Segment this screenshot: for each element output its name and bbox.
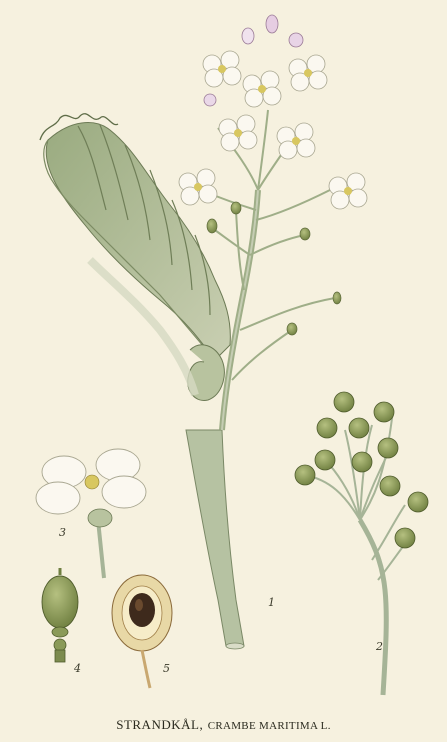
seed-pod: [317, 418, 337, 438]
seed-pod: [295, 465, 315, 485]
flower: [179, 169, 217, 205]
seed-pod: [395, 528, 415, 548]
caption-common-name: STRANDKÅL,: [116, 717, 204, 732]
figure-number-3: 3: [59, 526, 66, 539]
flower-cluster: [179, 15, 367, 209]
caption-latin-name: CRAMBE MARITIMA L.: [207, 720, 331, 732]
figure-number-5: 5: [163, 662, 170, 675]
figure-number-1: 1: [268, 596, 275, 609]
flower: [277, 123, 315, 159]
figure-number-2: 2: [376, 640, 383, 653]
pod: [231, 202, 241, 214]
bud: [242, 28, 254, 44]
seed-pod: [374, 402, 394, 422]
seed-pod: [408, 492, 428, 512]
bud: [289, 33, 303, 47]
pod: [300, 228, 310, 240]
bud: [204, 94, 216, 106]
bud: [266, 15, 278, 33]
seed-pod: [380, 476, 400, 496]
fruit-detail: [42, 568, 78, 662]
flower: [289, 55, 327, 91]
flower: [219, 115, 257, 151]
flower-detail: [36, 449, 146, 578]
figure-number-4: 4: [74, 662, 81, 675]
seed-pod: [349, 418, 369, 438]
flower: [243, 71, 281, 107]
plate-caption: [0, 716, 447, 734]
pod: [287, 323, 297, 335]
pod: [333, 292, 341, 304]
flower: [203, 51, 241, 87]
fruiting-branch: [295, 392, 428, 695]
seed-pod: [315, 450, 335, 470]
flower: [329, 173, 367, 209]
seed-pod: [334, 392, 354, 412]
main-leaf: [40, 114, 230, 401]
seed-pod: [352, 452, 372, 472]
seed-pod: [378, 438, 398, 458]
pod: [207, 219, 217, 233]
